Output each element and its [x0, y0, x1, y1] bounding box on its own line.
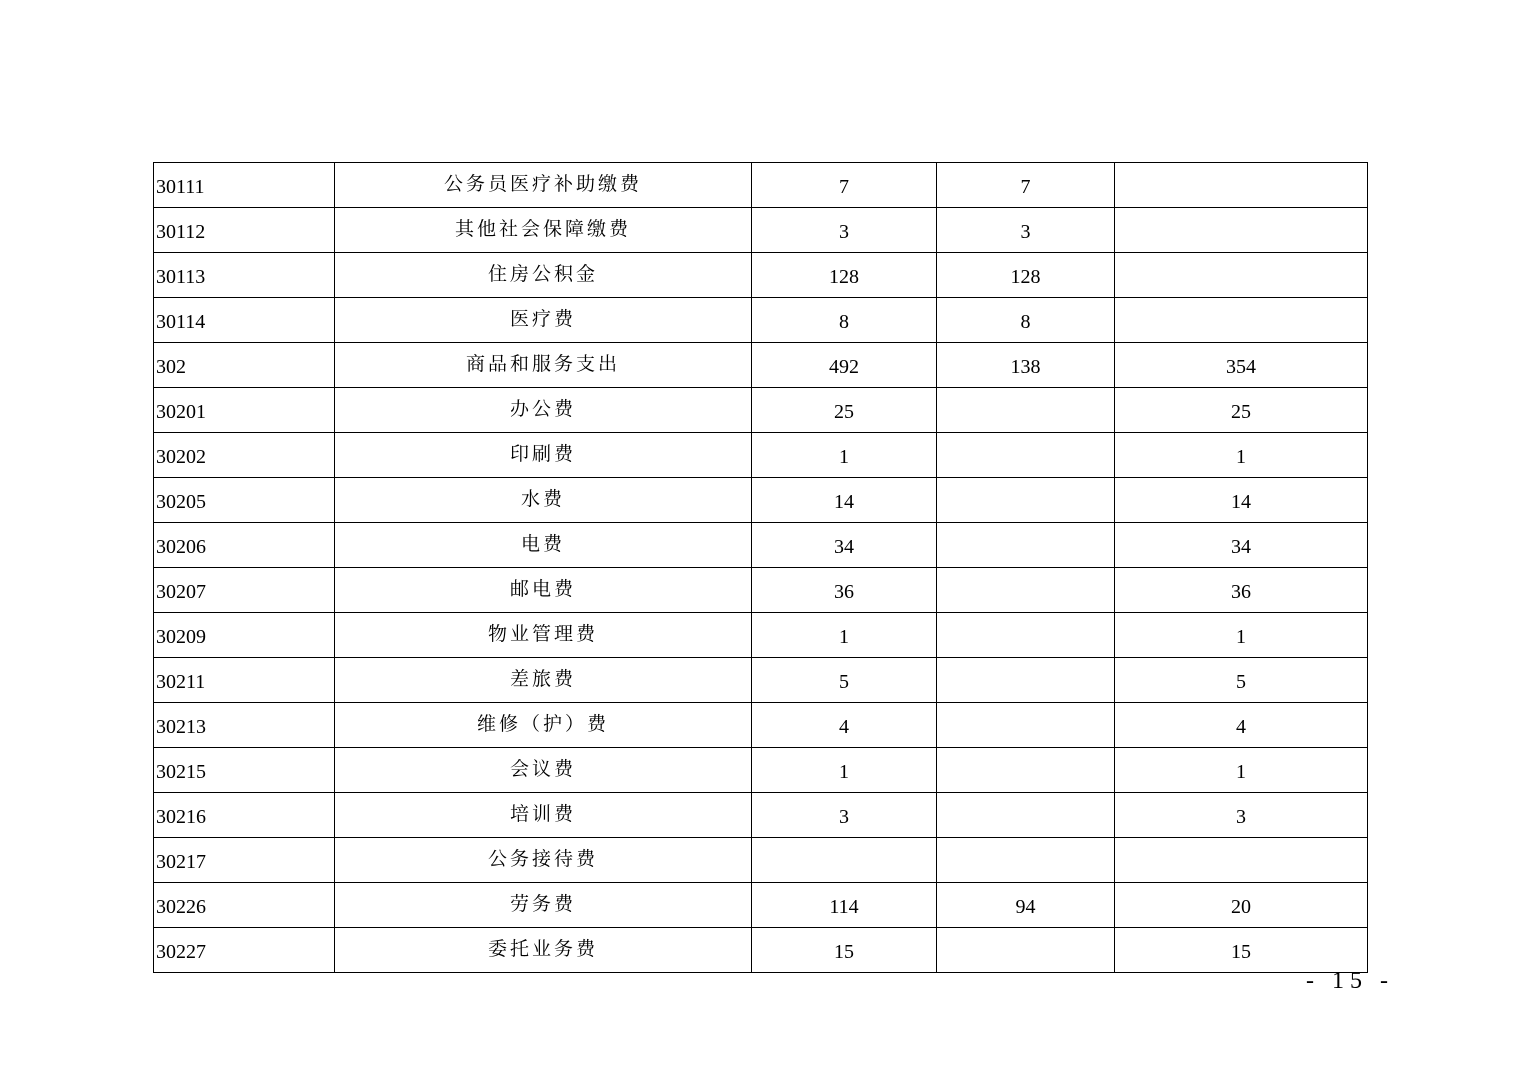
cell-project-expenditure: 15 [1115, 928, 1368, 973]
cell-economic-code: 30112 [154, 208, 335, 253]
cell-project-expenditure: 5 [1115, 658, 1368, 703]
cell-economic-code: 30202 [154, 433, 335, 478]
cell-basic-expenditure [937, 388, 1115, 433]
table-row [154, 343, 1368, 388]
cell-item-name: 委托业务费 [335, 928, 752, 973]
cell-basic-expenditure: 8 [937, 298, 1115, 343]
cell-project-expenditure: 1 [1115, 748, 1368, 793]
cell-basic-expenditure [937, 703, 1115, 748]
cell-item-name: 劳务费 [335, 883, 752, 928]
table-row [154, 433, 1368, 478]
cell-basic-expenditure [937, 568, 1115, 613]
cell-basic-expenditure [937, 658, 1115, 703]
cell-item-name: 水费 [335, 478, 752, 523]
cell-item-name: 印刷费 [335, 433, 752, 478]
cell-total: 36 [752, 568, 937, 613]
cell-total: 1 [752, 613, 937, 658]
table-row [154, 253, 1368, 298]
cell-total: 4 [752, 703, 937, 748]
table-row [154, 163, 1368, 208]
cell-item-name: 住房公积金 [335, 253, 752, 298]
cell-basic-expenditure [937, 478, 1115, 523]
cell-total: 492 [752, 343, 937, 388]
cell-total: 15 [752, 928, 937, 973]
cell-economic-code: 30216 [154, 793, 335, 838]
page-number: - 15 - [1306, 968, 1394, 994]
cell-total: 1 [752, 748, 937, 793]
cell-item-name: 电费 [335, 523, 752, 568]
table-row [154, 748, 1368, 793]
cell-project-expenditure [1115, 208, 1368, 253]
cell-item-name: 培训费 [335, 793, 752, 838]
table-row [154, 568, 1368, 613]
table-row [154, 478, 1368, 523]
cell-total: 3 [752, 208, 937, 253]
cell-project-expenditure [1115, 838, 1368, 883]
cell-economic-code: 30207 [154, 568, 335, 613]
cell-total: 114 [752, 883, 937, 928]
cell-basic-expenditure: 3 [937, 208, 1115, 253]
cell-basic-expenditure: 7 [937, 163, 1115, 208]
cell-project-expenditure [1115, 298, 1368, 343]
cell-economic-code: 30226 [154, 883, 335, 928]
budget-expenditure-table [153, 162, 1368, 973]
cell-economic-code: 30209 [154, 613, 335, 658]
cell-basic-expenditure [937, 433, 1115, 478]
cell-basic-expenditure [937, 613, 1115, 658]
cell-total: 5 [752, 658, 937, 703]
cell-total [752, 838, 937, 883]
table-row [154, 298, 1368, 343]
cell-economic-code: 30205 [154, 478, 335, 523]
cell-project-expenditure [1115, 163, 1368, 208]
cell-basic-expenditure: 94 [937, 883, 1115, 928]
cell-basic-expenditure [937, 793, 1115, 838]
cell-item-name: 办公费 [335, 388, 752, 433]
cell-economic-code: 30217 [154, 838, 335, 883]
cell-total: 8 [752, 298, 937, 343]
table-row [154, 388, 1368, 433]
cell-project-expenditure: 4 [1115, 703, 1368, 748]
cell-economic-code: 302 [154, 343, 335, 388]
cell-item-name: 物业管理费 [335, 613, 752, 658]
cell-basic-expenditure: 128 [937, 253, 1115, 298]
cell-basic-expenditure [937, 928, 1115, 973]
cell-item-name: 会议费 [335, 748, 752, 793]
cell-basic-expenditure [937, 523, 1115, 568]
table-row [154, 658, 1368, 703]
table-row [154, 838, 1368, 883]
cell-total: 25 [752, 388, 937, 433]
cell-economic-code: 30111 [154, 163, 335, 208]
cell-economic-code: 30215 [154, 748, 335, 793]
cell-economic-code: 30213 [154, 703, 335, 748]
table-row [154, 883, 1368, 928]
cell-project-expenditure: 354 [1115, 343, 1368, 388]
cell-economic-code: 30227 [154, 928, 335, 973]
cell-economic-code: 30211 [154, 658, 335, 703]
cell-basic-expenditure: 138 [937, 343, 1115, 388]
cell-project-expenditure: 14 [1115, 478, 1368, 523]
cell-total: 3 [752, 793, 937, 838]
cell-item-name: 差旅费 [335, 658, 752, 703]
cell-project-expenditure: 36 [1115, 568, 1368, 613]
cell-economic-code: 30201 [154, 388, 335, 433]
cell-total: 1 [752, 433, 937, 478]
cell-item-name: 邮电费 [335, 568, 752, 613]
cell-project-expenditure: 1 [1115, 433, 1368, 478]
table-row [154, 793, 1368, 838]
cell-project-expenditure: 1 [1115, 613, 1368, 658]
cell-economic-code: 30206 [154, 523, 335, 568]
cell-project-expenditure [1115, 253, 1368, 298]
cell-basic-expenditure [937, 748, 1115, 793]
cell-economic-code: 30114 [154, 298, 335, 343]
cell-item-name: 公务接待费 [335, 838, 752, 883]
cell-project-expenditure: 20 [1115, 883, 1368, 928]
cell-item-name: 维修（护）费 [335, 703, 752, 748]
table-row [154, 523, 1368, 568]
cell-item-name: 公务员医疗补助缴费 [335, 163, 752, 208]
cell-total: 7 [752, 163, 937, 208]
cell-project-expenditure: 25 [1115, 388, 1368, 433]
cell-total: 128 [752, 253, 937, 298]
cell-item-name: 医疗费 [335, 298, 752, 343]
cell-item-name: 其他社会保障缴费 [335, 208, 752, 253]
table-row [154, 928, 1368, 973]
table-row [154, 208, 1368, 253]
cell-project-expenditure: 34 [1115, 523, 1368, 568]
table-row [154, 613, 1368, 658]
cell-total: 14 [752, 478, 937, 523]
cell-economic-code: 30113 [154, 253, 335, 298]
cell-project-expenditure: 3 [1115, 793, 1368, 838]
table-row [154, 703, 1368, 748]
table-body [154, 163, 1368, 973]
cell-item-name: 商品和服务支出 [335, 343, 752, 388]
cell-basic-expenditure [937, 838, 1115, 883]
cell-total: 34 [752, 523, 937, 568]
